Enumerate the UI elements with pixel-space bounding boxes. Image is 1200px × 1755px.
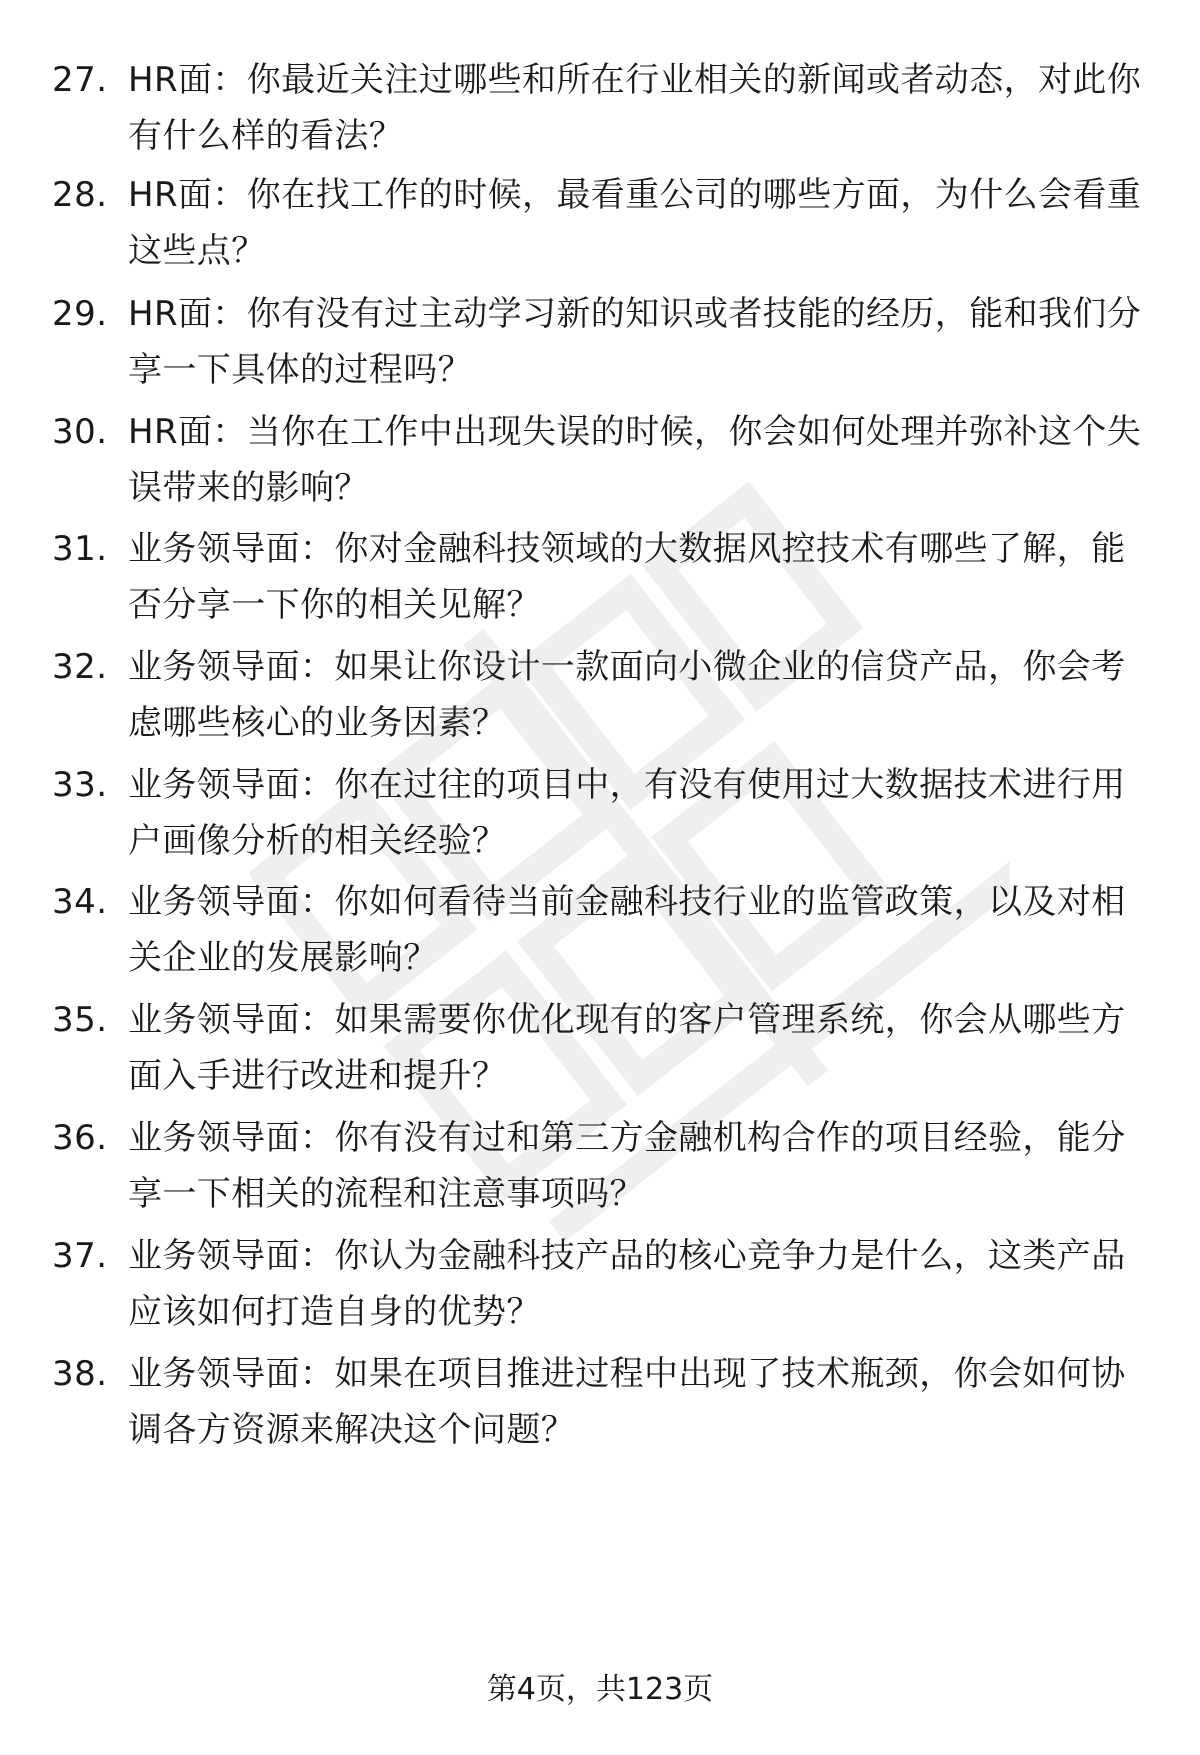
question-item bbox=[0, 52, 1200, 172]
question-text: 业务领导面：你对金融科技领域的大数据风控技术有哪些了解，能否分享一下你的相关见解？ bbox=[128, 529, 1126, 625]
question-number: 34. bbox=[52, 882, 108, 922]
question-text: HR面：你有没有过主动学习新的知识或者技能的经历，能和我们分享一下具体的过程吗？ bbox=[128, 294, 1142, 390]
question-item bbox=[0, 286, 1200, 406]
question-number: 29. bbox=[52, 294, 108, 334]
question-item bbox=[0, 639, 1200, 759]
question-text: HR面：你在找工作的时候，最看重公司的哪些方面，为什么会看重这些点？ bbox=[128, 175, 1142, 271]
question-item bbox=[0, 521, 1200, 641]
question-item bbox=[0, 1228, 1200, 1348]
question-item bbox=[0, 992, 1200, 1112]
question-item bbox=[0, 757, 1200, 877]
question-text: 业务领导面：你认为金融科技产品的核心竞争力是什么，这类产品应该如何打造自身的优势？ bbox=[128, 1236, 1126, 1332]
question-item bbox=[0, 874, 1200, 994]
question-number: 30. bbox=[52, 412, 108, 452]
question-number: 35. bbox=[52, 1000, 108, 1040]
question-number: 33. bbox=[52, 765, 108, 805]
question-number: 31. bbox=[52, 529, 108, 569]
question-number: 28. bbox=[52, 175, 108, 215]
question-number: 32. bbox=[52, 647, 108, 687]
question-number: 36. bbox=[52, 1118, 108, 1158]
question-number: 38. bbox=[52, 1354, 108, 1394]
question-number: 27. bbox=[52, 60, 108, 100]
question-number: 37. bbox=[52, 1236, 108, 1276]
page-number-footer: 第4页，共123页 bbox=[486, 1672, 714, 1707]
question-text: HR面：你最近关注过哪些和所在行业相关的新闻或者动态，对此你有什么样的看法？ bbox=[128, 60, 1142, 156]
question-text: 业务领导面：你如何看待当前金融科技行业的监管政策，以及对相关企业的发展影响？ bbox=[128, 882, 1126, 978]
question-text: HR面：当你在工作中出现失误的时候，你会如何处理并弥补这个失误带来的影响？ bbox=[128, 412, 1142, 508]
question-item bbox=[0, 404, 1200, 524]
question-text: 业务领导面：你在过往的项目中，有没有使用过大数据技术进行用户画像分析的相关经验？ bbox=[128, 765, 1126, 861]
question-text: 业务领导面：如果需要你优化现有的客户管理系统，你会从哪些方面入手进行改进和提升？ bbox=[128, 1000, 1126, 1096]
question-item bbox=[0, 167, 1200, 287]
question-text: 业务领导面：如果在项目推进过程中出现了技术瓶颈，你会如何协调各方资源来解决这个问题？ bbox=[128, 1354, 1126, 1450]
question-item bbox=[0, 1346, 1200, 1466]
question-text: 业务领导面：如果让你设计一款面向小微企业的信贷产品，你会考虑哪些核心的业务因素？ bbox=[128, 647, 1126, 743]
question-item bbox=[0, 1110, 1200, 1230]
question-text: 业务领导面：你有没有过和第三方金融机构合作的项目经验，能分享一下相关的流程和注意事项吗？ bbox=[128, 1118, 1126, 1214]
